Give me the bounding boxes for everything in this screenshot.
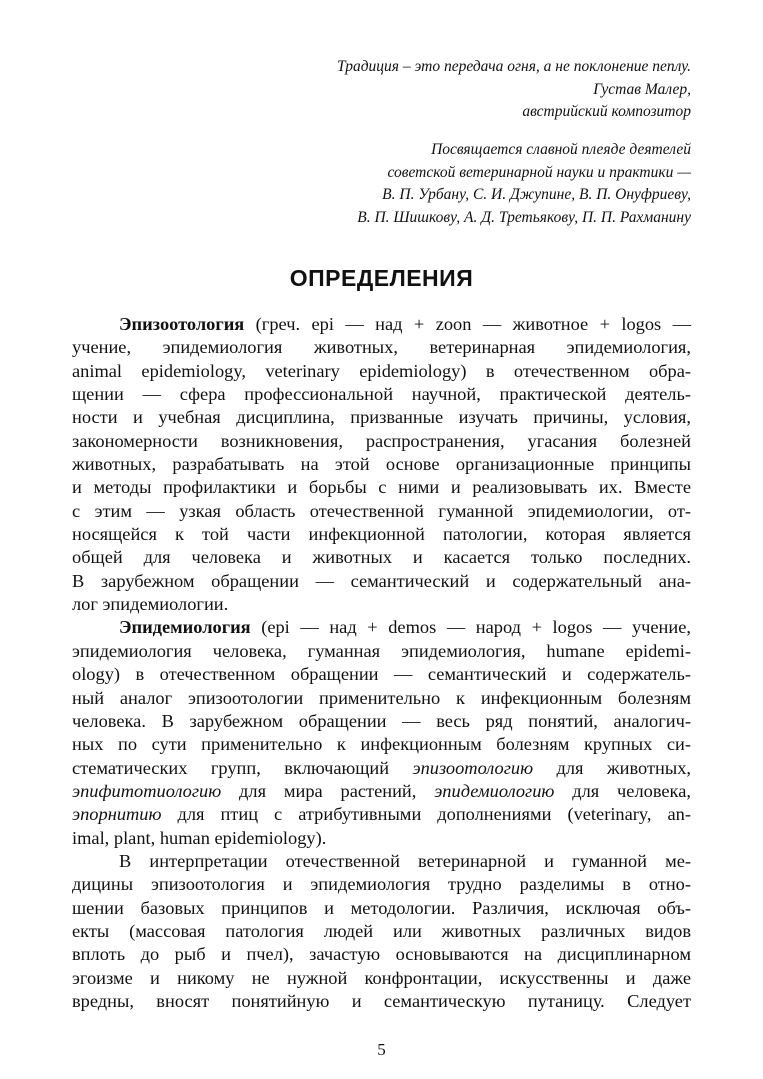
text-fragment: для животных, <box>533 757 691 778</box>
text-line: эпидемиология человека, гуманная эпидемиология, humane epidemi- <box>72 640 691 661</box>
text-line <box>72 780 691 803</box>
text-line: вплоть до рыб и пчел), зачастую основываются на дисциплинарном <box>72 944 691 965</box>
italic-term: эпорнитию <box>72 804 162 825</box>
text-line: вредны, вносят понятийную и семантическую путаницу. Следует <box>72 990 691 1011</box>
text-line: ности и учебная дисциплина, призванные изучать причины, условия, <box>72 407 691 428</box>
dedication-line: В. П. Урбану, С. И. Джупине, В. П. Онуфриеву, <box>382 186 691 203</box>
text-line: ный аналог эпизоотологии применительно к инфекционным болезням <box>72 687 691 708</box>
dedication-line: Посвящается славной плеяде деятелей <box>431 141 691 158</box>
text-line: В зарубежном обращении — семантический и содержательный ана- <box>72 570 691 591</box>
text-line: и методы профилактики и борьбы с ними и реализовывать их. Вместе <box>72 477 691 498</box>
text-line <box>72 616 691 639</box>
text-fragment: (epi — над + demos — народ + logos — учение, <box>250 617 691 638</box>
text-line: дицины эпизоотология и эпидемиология трудно разделимы в отно- <box>72 874 691 895</box>
italic-term: эпидемиологию <box>434 780 555 801</box>
text-line <box>72 313 691 336</box>
italic-term: эпифитотиологию <box>72 780 222 801</box>
italic-term: эпизоотологию <box>412 757 534 778</box>
text-line: животных, разрабатывать на этой основе организационные принципы <box>72 454 691 475</box>
body-text <box>72 313 691 1013</box>
text-line: закономерности возникновения, распространения, угасания болезней <box>72 430 691 451</box>
term-epizootology: Эпизоотология <box>119 314 245 334</box>
epigraph-author-role: австрийский композитор <box>522 103 691 120</box>
text-line: учение, эпидемиология животных, ветеринарная эпидемиология, <box>72 337 691 358</box>
section-heading: ОПРЕДЕЛЕНИЯ <box>289 265 474 291</box>
text-line: ных по сути применительно к инфекционным болезням крупных си- <box>72 734 691 755</box>
text-fragment: стематических групп, включающий <box>72 757 413 778</box>
text-line <box>72 803 691 826</box>
text-line: лог эпидемиологии. <box>72 594 229 615</box>
epigraph <box>337 56 691 124</box>
text-line: эгоизме и никому не нужной конфронтации, искусственны и даже <box>72 967 691 988</box>
epigraph-quote: Традиция – это передача огня, а не поклонение пеплу. <box>336 58 691 75</box>
term-epidemiology: Эпидемиология <box>119 617 251 638</box>
text-line: ology) в отечественном обращении — семантический и содержатель- <box>72 664 691 685</box>
page-number: 5 <box>377 1040 386 1059</box>
text-fragment: для человека, <box>554 780 691 801</box>
epigraph-author: Густав Малер, <box>593 80 691 98</box>
dedication-line: В. П. Шишкову, А. Д. Третьякову, П. П. Рахманину <box>357 208 691 226</box>
text-line: В интерпретации отечественной ветеринарной и гуманной ме- <box>119 850 691 871</box>
text-line: носящейся к той части инфекционной патологии, которая является <box>72 524 691 545</box>
text-line <box>72 757 691 780</box>
dedication-line: советской ветеринарной науки и практики — <box>387 163 691 181</box>
text-line: человека. В зарубежном обращении — весь ряд понятий, аналогич- <box>72 710 691 731</box>
text-line: с этим — узкая область отечественной гуманной эпидемиологии, от- <box>72 500 691 521</box>
text-line: imal, plant, human epidemiology). <box>72 827 327 848</box>
text-line: щении — сфера профессиональной научной, практической деятель- <box>72 384 691 405</box>
dedication <box>357 139 691 229</box>
text-line: екты (массовая патология людей или животных различных видов <box>72 920 691 941</box>
text-fragment: для мира растений, <box>221 780 435 801</box>
text-line: общей для человека и животных и касается только последних. <box>72 547 691 568</box>
text-fragment: для птиц с атрибутивными дополнениями (veterinary, an- <box>161 804 691 825</box>
text-line: шении базовых принципов и методологии. Различия, исключая объ- <box>72 897 691 918</box>
text-line: animal epidemiology, veterinary epidemiology) в отечественном обра- <box>72 360 691 381</box>
text-fragment: (греч. epi — над + zoon — животное + logos — <box>244 314 691 334</box>
